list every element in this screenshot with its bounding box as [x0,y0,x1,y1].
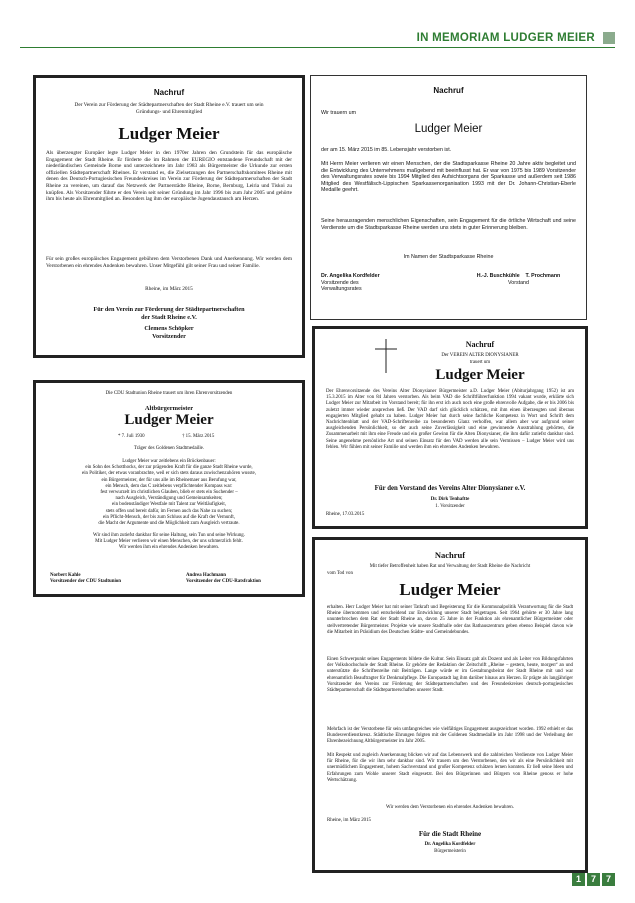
header-rule [20,47,615,48]
ad1-intro: Der Verein zur Förderung der Städtepartnerschaften der Stadt Rheine e.V. trauert um sein Gründungs- und Ehrenmitglied [74,102,264,115]
page-header [0,0,635,75]
ad5-p4: Mit Respekt und zugleich Anerkennung blicken wir auf das Lebenswerk und die zahlreichen Verdienste von Ludger Meier für Rheine, für die wir ihm sehr dankbar sind. Wir trauern um den Verstorbenen, den wir als eine Persönlichkeit mit unermüdlichem Engagement, hohem Sachverstand und großer Kompetenz schätzen lernen konnten. Er ließ seine Ideen und Erfahrungen zum Wohle unserer Stadt eingesetzt. Bei den Bürgerinnen und Bürgern von Rheine genoss er hohe Wertschätzung. [327,753,573,783]
ad5-p5: Wir werden dem Verstorbenen ein ehrendes Andenken bewahren. [386,805,514,810]
ad2-s2a: H.-J. Buschkühle T. Prochmann [476,273,561,279]
ad2-body2: Seine herausragenden menschlichen Eigenschaften, sein Engagement für die örtliche Wirtschaft und seine Verdienste um die Stadtsparkasse Rheine werden uns stets in guter Erinnerung bleiben. [321,218,576,231]
ad2-intro: Wir trauern um [321,110,357,116]
ad2-sign-right [461,273,576,286]
ad4-sign-left [50,573,121,585]
ad4-line: die Macht der Argumente und die Möglichkeit zum Ausgleich vertraute. [98,521,240,527]
ad4-line: ein Pflicht-Mensch, der bis zum Schluss auf die Kraft der Vernunft, [103,514,235,520]
ad5-sign1: Für die Stadt Rheine [418,830,482,838]
ad2-s1c: Verwaltungsrates [321,286,362,293]
obituary-stadtsparkasse [310,75,587,320]
ad1-sign4: Vorsitzender [152,333,186,340]
ad4-line2: Mit Ludger Meier verlieren wir einen Menschen, der uns schmerzlich fehlt. [95,539,243,545]
ad4-line: ein Mensch, dem das C zeitlebens verpflichtender Kompass war: [105,483,233,489]
ad5-date: Rheine, im März 2015 [327,818,372,823]
ad2-sign-left [321,273,380,293]
ad4-name: Ludger Meier [124,412,214,428]
ad4-s2a: Andrea Hachmann [186,573,226,578]
ad1-body: Als überzeugter Europäer legte Ludger Meier in den 1970er Jahren den Grundstein für das europäische Engagement der Stadt Rheine. Er förderte die im Rahmen der EUREGIO entstandene Freundschaft mit der niederländischen Gemeinde Borne und unterzeichnete im Jahr 1983 als Bürgermeister die Urkunde zur ersten offiziellen Städtepartnerschaft Rheines. Er verstand es, die Zielsetzungen des Partnerschaftskomitees Rheine mit denen des Deutsch-Portugiesischen Freundeskreises im Verein zur Förderung der Städtepartnerschaften der Stadt Rheine zu vereinen, um darauf das Netzwerk der Partnerstädte Rheine, Borne, Bernburg, Leiria und Tiskoi zu knüpfen. Als Vorsitzender führte er den Verein seit seiner Gründung im Jahr 1996 bis zum Jahr 2005 und gehörte ihm bis heute als Ehrenmitglied an. Besonders lag ihm der europäische Jugendaustausch am Herzen. [46,150,292,203]
ad4-died: † 15. März 2015 [182,434,215,439]
ad4-line: ein Bürgermeister, der für uns alle im Rheinemaer aus Berufung war, [101,477,237,483]
ad4-line: stets offen und bereit dafür, im Fernen auch das Nahe zu suchen; [105,508,233,514]
ad3-name: Ludger Meier [435,367,525,383]
ad3-heading: Nachruf [465,340,495,349]
ad5-p3: Mehrfach ist der Verstorbene für sein umfangreiches wie vielfältiges Engagement ausgezeichnet worden. 1992 erhielt er das Bundesverdienstkreuz. Städtische Ehrungen folgten mit der Goldenen Stadtmedaille im Jahr 1998 und der Verleihung der Ehrenbezeichnung Altbürgermeister im Jahr 2005. [327,727,573,745]
ad2-s1b: Vorsitzende des [321,279,359,286]
ad1-heading: Nachruf [153,88,185,97]
ad1-date: Rheine, im März 2015 [145,286,193,292]
ad4-born: * 7. Juli 1930 [118,434,145,439]
ad4-line: nach Ausgleich, Verständigung und Gemeinsamkeiten; [115,496,223,502]
obituary-staedtepartnerschaften [33,75,305,358]
ad4-line: Ludger Meier war zeitlebens ein Brückenbauer: [122,459,216,464]
ad3-date: Rheine, 17.03.2015 [326,512,365,517]
obituary-dionysianer [312,326,588,529]
ad4-s1a: Norbert Kahle [50,573,81,578]
ad3-intro2: trauert um [469,360,491,365]
ad1-name: Ludger Meier [118,124,220,143]
obituary-cdu [33,380,305,597]
page-number [572,873,615,886]
ad5-intro1: Mit tiefer Betroffenheit haben Rat und Verwaltung der Stadt Rheine die Nachricht [369,564,531,569]
page-number-digit: 7 [602,873,615,886]
ad5-sign2: Dr. Angelika Kordfelder [424,842,476,847]
ad4-award: Träger des Goldenen Stadtmedaille. [133,446,205,451]
ad4-lines2 [42,533,296,552]
ad2-namens: Im Namen der Stadtsparkasse Rheine [403,254,494,260]
ad5-p1: erhalten. Herr Ludger Meier hat mit seiner Tatkraft und Begeisterung für die Kommunalpolitik Verantwortung für die Stadt Rheine übernommen und entscheidend zur Entwicklung unserer Stadt beigetragen. Seit 1964 gehörte er 30 Jahre lang ununterbrochen dem Rat der Stadt Rheine an, davon 25 Jahre in der Funktion als ehrenamtlicher Bürgermeister oder stellvertretender Bürgermeister. Projekte wie unsere Stadthalle oder das Rathauszentrum geben ebenso Beispiel davon wie die Mitarbeit im Präsidium des Deutschen Städte- und Gemeindebundes. [327,605,573,635]
ad4-s2b: Vorsitzender der CDU-Ratsfraktion [186,579,261,585]
ad5-intro2: vom Tod von [327,571,353,576]
ad4-top: Die CDU Stadtunion Rheine trauert um ihren Ehrenvorsitzenden [105,391,233,396]
ad1-sign1: Für den Verein zur Förderung der Städtepartnerschaften [93,306,245,313]
ad5-sign3: Bürgermeisterin [434,849,466,854]
page-number-digit: 7 [587,873,600,886]
ad3-sign1: Für den Vorstand des Vereins Alter Dionysianer e.V. [374,485,526,492]
ad2-dates: der am 15. März 2015 im 85. Lebensjahr verstorben ist. [321,147,452,153]
ad4-line2: Wir sind ihm zutiefst dankbar für seine Haltung, sein Tun und seine Wirkung. [93,533,245,538]
ad2-s2b: Vorstand [508,279,529,286]
ad4-line2: Wir werden ihm ein ehrendes Andenken bewahren. [118,545,220,551]
ad4-line: ein Sohn des Schotthocks, der zur prägenden Kraft für die ganze Stadt Rheine wurde, [85,465,253,471]
ad2-heading: Nachruf [433,86,464,95]
ad3-intro1: Der VEREIN ALTER DIONYSIANER [441,353,519,358]
ad1-body2: Für sein großes europäisches Engagement gebühren dem Verstorbenen Dank und Anerkennung. Wir werden dem Verstorbenen ein ehrendes Andenken bewahren. Unser Mitgefühl gilt seiner Frau und seiner Familie. [46,256,292,269]
page-title: IN MEMORIAM LUDGER MEIER [416,32,595,44]
ad1-sign2: der Stadt Rheine e.V. [141,314,197,321]
ad2-body: Mit Herrn Meier verlieren wir einen Menschen, der die Stadtsparkasse Rheine 20 Jahre aktiv begleitet und die Entwicklung des Unternehmens maßgebend mit beeinflusst hat. Er war von 1975 bis 1989 Vorsitzender des Verwaltungsrates sowie bis 1994 Mitglied des Aufsichtsorgans der Sparkasse und außerdem seit 1986 Mitglied des Westfälisch-Lippischen Sparkassenorganisation 1993 mit der Dr. Johann-Christian-Eberle Medaille geehrt. [321,161,576,194]
ad5-heading: Nachruf [434,550,466,560]
header-square-icon [603,32,615,44]
ad4-line: ein bodenständiger Westfale mit Talent zur Weltläufigkeit, [112,502,226,508]
ad3-body: Der Ehrenvorsitzende des Vereins Alter Dionysianer Bürgermeister a.D. Ludger Meier (Abiturjahrgang 1952) ist am 15.3.2015 im Alter von 84 Jahren verstorben. Als beim VAD die Schriftführerfunktion 1994 vakant wurde, erklärte sich Ludger Meier zur Mitarbeit im Vorstand bereit; für ihn erst ich auch noch eine große ehrenvolle Aufgabe, die er bis 2006 bis zuletzt immer wieder ansprechen ließ. Der VAD darf sich glücklich schätzen, mit ihm einen überzeugten und überaus engagierten Mitglied gehabt zu haben. Ludger Meier hat durch seine fachliche Kompetenz in Wort und Schrift dem Nachrichtenblatt und der VAD-Schriftenreihe zu besonderem Glanz verholfen, war allem aber war aufgrund seiner ausgleichenden Persönlichkeit, so der auch seine Zuverlässigkeit und eine gewinnende Ausstrahlung gehörten, die Zusammenarbeit mit ihm eine Freude und ein großer Gewinn für die Alten Dionysianer, die ihm dafür zutiefst dankbar sind. Seine angenehme persönliche Art und seinen Einsatz für den VAD werden alle sein Vermissen – Ludger Meier wird uns fehlen. Wir fühlen mit seiner Familie und werden ihm ein ehrendes Andenken bewahren. [326,389,574,450]
ad2-s1a: Dr. Angelika Kordfelder [321,273,380,279]
ad1-sign-block [36,306,302,341]
ad4-sign-right [186,573,261,585]
ad4-lines [42,459,296,527]
ad4-s1b: Vorsitzender der CDU Stadtunion [50,579,121,585]
ad4-title: Altbürgermeister [144,405,194,412]
ad4-line: fest verwurzelt im christlichen Glauben, blieb er stets ein Suchender – [100,490,238,496]
ad1-sign3: Clemens Schöpker [144,325,194,332]
page-number-digit: 1 [572,873,585,886]
obituary-stadt-rheine [312,537,588,873]
ad3-sign2: Dr. Dirk Tenhaftte [430,497,470,502]
ad3-sign3: 1. Vorsitzender [435,504,465,509]
ad5-name: Ludger Meier [399,580,501,599]
ad5-p2: Einen Schwerpunkt seines Engagements bildete die Kultur. Sein Einsatz galt als Dozent und als Leiter von Bildungsfahrten der Volkshochschule der Stadt Rheine. Er gehörte der Redaktion der Zeitschrift „Rheine – gestern, heute, morgen“ an und unterstützte die Schriftenreihe mit Beiträgen. Lange würde er im Gestaltungsbeirat der Stadt Rheine mit und war ehrenamtlich Beauftragter für Denkmalpflege. Die Europastadt lag ihm darüber hinaus am Herzen. Er prägte als langjähriger Vorsitzender des Vereins zur Förderung der Städtepartnerschaften und des Freundeskreises deutsch-portugiesisches Städtepartnerschaft die Städtepartnerschaften unserer Stadt. [327,657,573,694]
ad4-line: ein Politiker, der etwas voranbrachte, weil er sich stets daraus zuwischenzuhören wusste, [82,471,256,477]
ad2-name: Ludger Meier [414,123,483,135]
